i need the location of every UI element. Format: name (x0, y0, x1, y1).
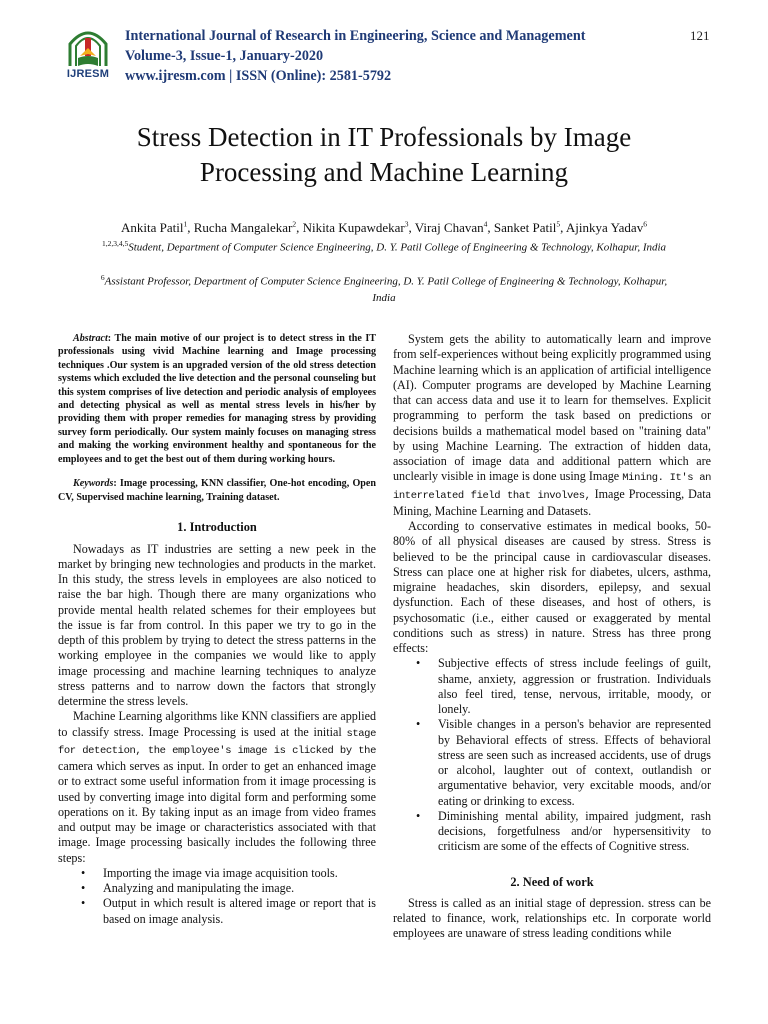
need-of-work-paragraph: Stress is called as an initial stage of depression. stress can be related to finance, work, relationships etc. In corporate world employees are unaware of stress leading conditions while (393, 895, 711, 941)
list-item: • Output in which result is altered image or report that is based on image analysis. (81, 896, 376, 926)
list-item: • Visible changes in a person's behavior are represented by Behavioral effects of stress. Effects of behavioral stress are seen such as increased accidents, use of drugs or alcohol, laughter out of context, outlandish or argumentative behavior, very excitable moods, and/or eating or drinking to excess. (416, 717, 711, 808)
section-heading-introduction: 1. Introduction (177, 520, 257, 535)
bullet-icon: • (416, 656, 421, 671)
bullet-icon: • (81, 865, 86, 880)
author: Viraj Chavan$^4$, (414, 220, 494, 236)
affiliation-students: $^{1,2,3,4,5}$Student, Department of Computer Science Engineering, D. Y. Patil College of Engineering & Technology, Kolhapur, India (101, 239, 667, 254)
journal-site: www.ijresm.com | ISSN (Online): 2581-5792 (125, 68, 392, 84)
bullet-icon: • (81, 896, 86, 911)
author: Rucha Mangalekar$^2$, (193, 220, 303, 236)
logo-wordmark: IJRESM (66, 68, 110, 80)
affiliation-professor: $^6$Assistant Professor, Department of Computer Science Engineering, D. Y. Patil College of Engineering & Technology, Kolhapur, India (100, 273, 668, 304)
author: Ajinkya Yadav$^6$ (565, 220, 647, 236)
list-item: • Subjective effects of stress include feelings of guilt, shame, anxiety, aggression or frustration. Individuals also feel tired, tense, nervous, irritable, moody, or lonely. (416, 656, 711, 716)
bullet-icon: • (416, 717, 421, 732)
bullet-icon: • (81, 881, 86, 895)
right-column (393, 332, 711, 942)
stress-effects-list (393, 656, 711, 854)
journal-name: International Journal of Research in Engineering, Science and Management (125, 28, 586, 44)
book-arch-icon (58, 24, 118, 70)
intro-paragraph-2: Machine Learning algorithms like KNN classifiers are applied to classify stress. Image Processing is used at the initial stage for detection, the employee's image is clicked by the camera which serves as input. In order to get an enhanced image or to extract some useful information from it image processing is used by converting image into digital form and performing some operations on it. By taking input as an image from video frames and output may be image or characteristics associated with that image. Image processing basically includes the following three steps: (58, 709, 376, 865)
author: Sanket Patil$^5$, (493, 220, 566, 236)
author-list (40, 216, 728, 237)
section-heading-need-of-work: 2. Need of work (510, 874, 594, 889)
title-line-1: Stress Detection in IT Professionals by Image (136, 122, 632, 152)
ml-paragraph: System gets the ability to automatically learn and improve from self-experiences without being explicitly programmed using Machine learning which is an application of artificial intelligence (AI). Computer programs are developed by Machine Learning that can access data and use it to learn for themselves. Explicit programming to perform the task based on predictions or decisions builds a mathematical model based on "training data" by using Machine Learning. The extraction of hidden data, association of image data and additional pattern which are unclearly visible in image is done using Image Mining. It's an interrelated field that involves, Image Processing, Data Mining, Machine Learning and Datasets. (393, 332, 711, 518)
list-item: • Importing the image via image acquisition tools. (81, 865, 338, 880)
journal-volume: Volume-3, Issue-1, January-2020 (125, 48, 324, 64)
left-column (58, 332, 376, 927)
title-line-2: Processing and Machine Learning (199, 157, 569, 187)
abstract: Abstract: The main motive of our project is to detect stress in the IT professionals using vivid Machine learning and Image processing techniques .Our system is an upgraded version of the old stress detection systems which excluded the live detection and the personal counseling but this system comprises of live detection and periodic analysis of employees and detecting physical as well as mental stress levels in his/her by providing them with proper remedies for managing stress by providing survey form periodically. Our system mainly focuses on managing stress and making the working environment healthy and spontaneous for the employees and to get the best out of them during working hours. (58, 333, 376, 465)
journal-logo (58, 24, 118, 86)
intro-paragraph-1: Nowadays as IT industries are setting a new peek in the market by bringing new technologies and products in the market. In this study, the stress levels in employees are also noticed to raise the bar high. Though there are many organizations who provide mental health related schemes for their employees but the issue is far from control. In this paper we try to go in the depth of this problem by trying to detect the stress patterns in the working employee in the companies we would like to apply image processing and machine learning techniques to analyze stress patterns and to narrow down the factors that strongly determine the stress levels. (58, 541, 376, 708)
author: Ankita Patil$^1$, (121, 220, 194, 236)
author: Nikita Kupawdekar$^3$, (302, 220, 415, 236)
journal-header (58, 20, 738, 90)
image-processing-steps-list (58, 866, 376, 927)
list-item: • Diminishing mental ability, impaired judgment, rash decisions, forgetfulness and/or hypersensitivity to criticism are some of the effects of Cognitive stress. (416, 808, 711, 854)
paper-title (60, 120, 708, 190)
page-number: 121 (690, 28, 710, 43)
list-item: • Analyzing and manipulating the image. (81, 881, 295, 895)
keywords: Keywords: Image processing, KNN classifier, One-hot encoding, Open CV, Supervised machine learning, Training dataset. (58, 478, 376, 503)
stress-estimates-paragraph: According to conservative estimates in medical books, 50-80% of all physical diseases are caused by stress. Stress is believed to be the principal cause in cardiovascular diseases. Stress can place one at higher risk for diabetes, ulcers, asthma, migraine headaches, skin disorders, epilepsy, and sexual dysfunction. Each of these diseases, and host of others, is psychosomatic (i.e., either caused or exaggerated by mental conditions such as stress) in nature. Stress has three prong effects: (393, 519, 711, 655)
bullet-icon: • (416, 808, 421, 823)
